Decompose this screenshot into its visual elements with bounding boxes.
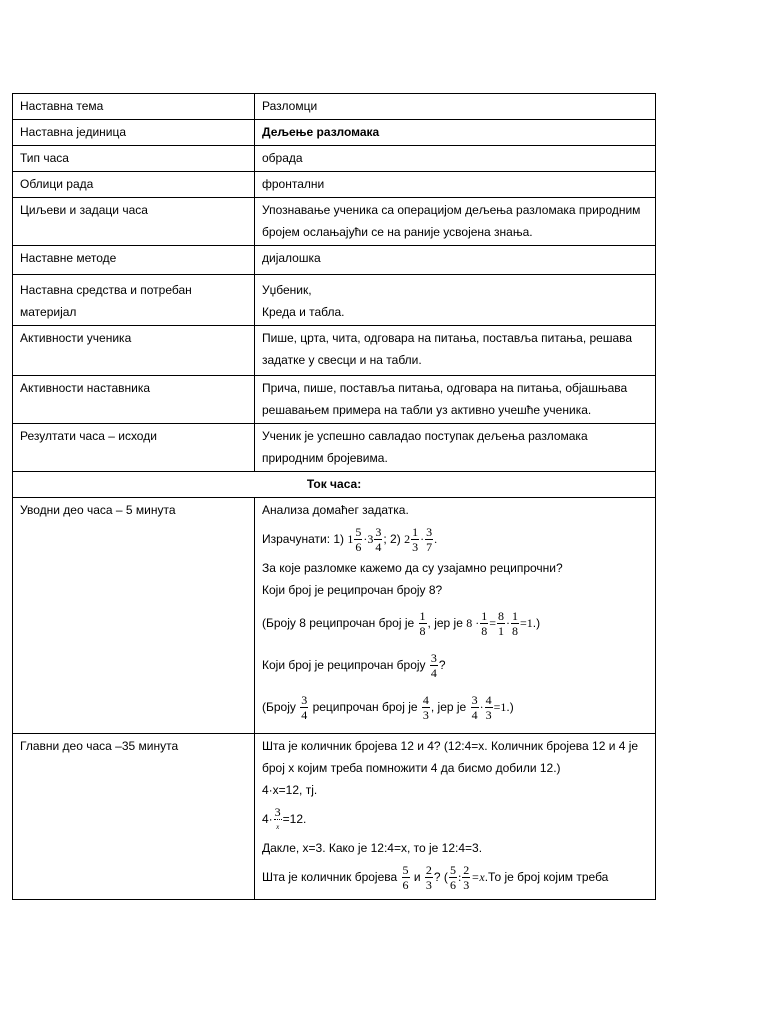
- intro-question: Који број је реципрочан броју 8?: [262, 583, 443, 597]
- row-label: Уводни део часа – 5 минута: [13, 498, 255, 734]
- table-row: [13, 734, 656, 900]
- main-content: [255, 734, 656, 900]
- row-label: Циљеви и задаци часа: [13, 198, 255, 246]
- intro-question: Који број је реципрочан броју $\frac{3}{4}$ ?: [262, 651, 446, 681]
- row-label: Активности ученика: [13, 326, 255, 376]
- section-heading: Ток часа:: [13, 472, 656, 498]
- table-row: [13, 472, 656, 498]
- row-value: дијалошка: [255, 246, 656, 275]
- equation-suffix: =12.: [282, 812, 307, 826]
- row-value: Дељење разломака: [255, 120, 656, 146]
- row-label: Наставне методе: [13, 246, 255, 275]
- value-line: Креда и табла.: [262, 305, 345, 319]
- row-label: Наставна тема: [13, 94, 255, 120]
- answer-mid: , јер је: [427, 616, 463, 630]
- intro-answer: (Броју 8 реципрочан број је $\frac{1}{8}$ , јер је 8 · $\frac{1}{8}$ = $\frac{8}{1}$ · $\frac{1}{8}$ =1.): [262, 609, 541, 639]
- table-row: [13, 424, 656, 472]
- intro-line: Анализа домаћег задатка.: [262, 503, 409, 517]
- intro-content: [255, 498, 656, 734]
- row-label: Резултати часа – исходи: [13, 424, 255, 472]
- table-row: [13, 275, 656, 326]
- row-label: Активности наставника: [13, 376, 255, 424]
- row-label: Тип часа: [13, 146, 255, 172]
- calc-prefix: Израчунати: 1): [262, 532, 345, 546]
- main-paragraph: Дакле, x=3. Како је 12:4=x, то је 12:4=3.: [262, 841, 483, 855]
- intro-answer: (Броју $\frac{3}{4}$ реципрочан број је $\frac{4}{3}$ , јер је $\frac{3}{4}$ · $\frac{4}{3}$ =1.): [262, 693, 514, 723]
- table-row: [13, 198, 656, 246]
- calc-mid: ; 2): [383, 532, 401, 546]
- answer-mid: , јер је: [430, 700, 467, 714]
- row-label: Наставна јединица: [13, 120, 255, 146]
- table-row: [13, 120, 656, 146]
- row-value: Упознавање ученика са операцијом дељења разломака природним бројем ослањајући се на раније усвојена знања.: [255, 198, 656, 246]
- question-suffix: .То је број којим треба: [484, 870, 609, 884]
- table-row: [13, 246, 656, 275]
- row-value: Пише, црта, чита, одговара на питања, поставља питања, решава задатке у свесци и на табли.: [255, 326, 656, 376]
- main-equation: 4· $\frac{3}{x}$ =12.: [262, 805, 307, 832]
- table-row: [13, 376, 656, 424]
- answer-prefix: (Броју: [262, 700, 296, 714]
- row-value: Разломци: [255, 94, 656, 120]
- main-question: Шта је количник бројева $\frac{5}{6}$ и $\frac{2}{3}$ ? ( $\frac{5}{6}$ : $\frac{2}{3}$ =x.То је број којим треба: [262, 863, 609, 893]
- table-row: [13, 94, 656, 120]
- answer-mid: реципрочан број је: [312, 700, 418, 714]
- table-row: [13, 498, 656, 734]
- main-paragraph: 4·x=12, тј.: [262, 783, 318, 797]
- table-row: [13, 326, 656, 376]
- row-value: [255, 275, 656, 326]
- row-value: Ученик је успешно савладао поступак дељења разломака природним бројевима.: [255, 424, 656, 472]
- row-value: обрада: [255, 146, 656, 172]
- row-value: фронтални: [255, 172, 656, 198]
- intro-calc: Израчунати: 1) 1 $\frac{5}{6}$ ·3 $\frac{3}{4}$ ; 2) 2 $\frac{1}{3}$ · $\frac{3}{7}$ .: [262, 525, 438, 555]
- main-paragraph: Шта је количник бројева 12 и 4? (12:4=x. Количник бројева 12 и 4 је број x којим треба помножити 4 да бисмо добили 12.): [262, 739, 639, 775]
- question-prefix: Који број је реципрочан броју: [262, 658, 426, 672]
- lesson-plan-table: [12, 93, 656, 900]
- answer-prefix: (Броју 8 реципрочан број је: [262, 616, 415, 630]
- table-row: [13, 172, 656, 198]
- intro-question: За које разломке кажемо да су узајамно реципрочни?: [262, 561, 563, 575]
- row-label: Главни део часа –35 минута: [13, 734, 255, 900]
- question-mark: ? (: [433, 870, 448, 884]
- table-row: [13, 146, 656, 172]
- question-and: и: [413, 870, 421, 884]
- row-label: Облици рада: [13, 172, 255, 198]
- row-value: Прича, пише, поставља питања, одговара на питања, објашњава решавањем примера на табли уз активно учешће ученика.: [255, 376, 656, 424]
- row-label: Наставна средства и потребан материјал: [13, 275, 255, 326]
- question-prefix: Шта је количник бројева: [262, 870, 398, 884]
- value-line: Уџбеник,: [262, 283, 312, 297]
